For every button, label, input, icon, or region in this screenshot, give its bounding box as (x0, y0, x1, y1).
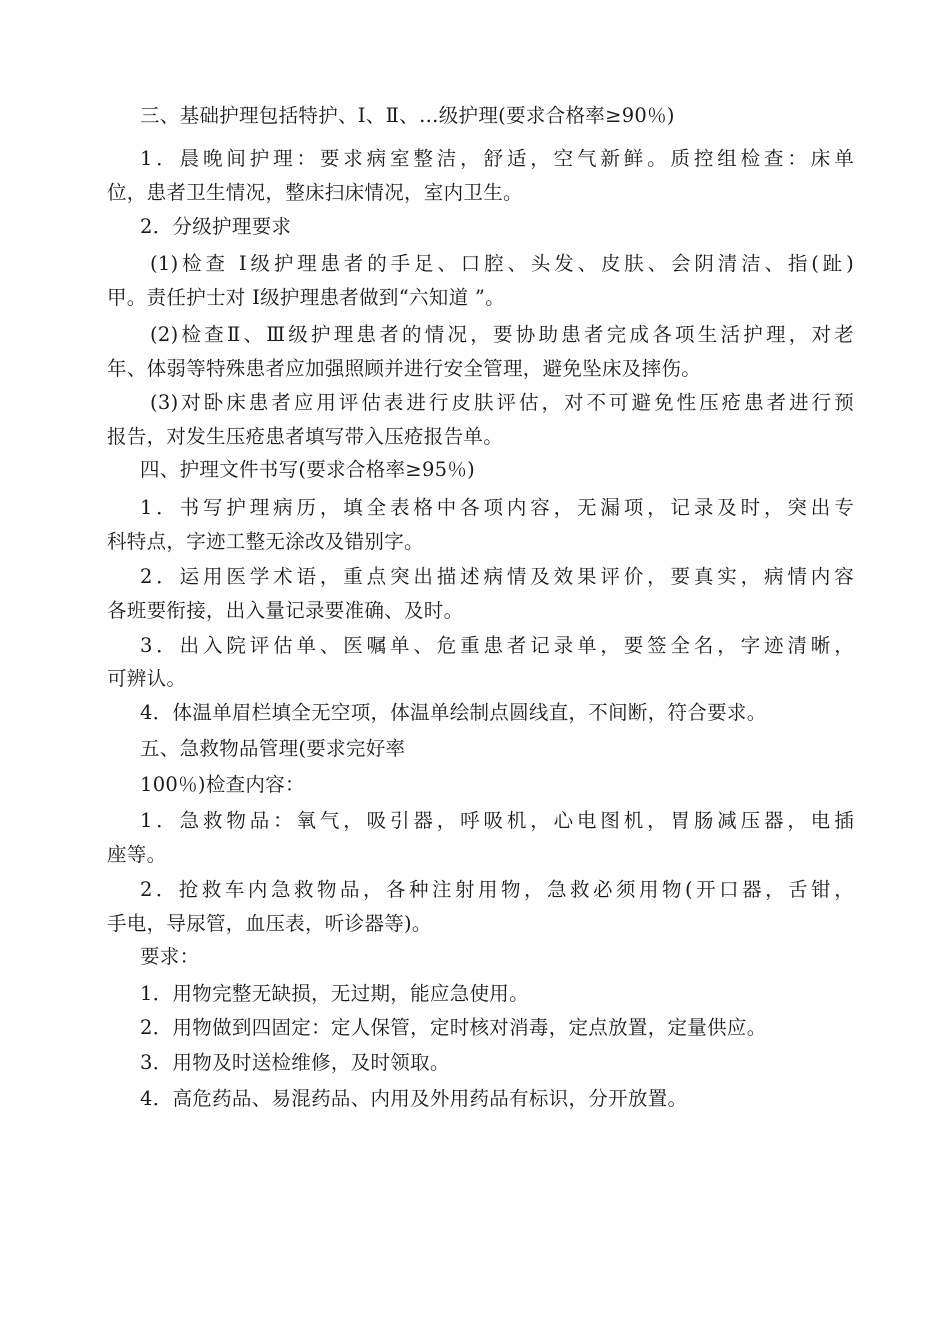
paragraph-line: 4．体温单眉栏填全无空项，体温单绘制点圆线直，不间断，符合要求。 (140, 701, 767, 724)
paragraph-line: 科特点，字迹工整无涂改及错别字。 (107, 530, 424, 553)
subheading-line: 2．分级护理要求 (140, 215, 292, 238)
paragraph-line: 2．运用医学术语，重点突出描述病情及效果评价，要真实，病情内容 (140, 565, 854, 588)
section-heading-nursing-docs: 四、护理文件书写(要求合格率≥95％) (140, 458, 476, 481)
list-item: 3．用物及时送检维修，及时领取。 (140, 1051, 450, 1074)
paragraph-line: (2)检查Ⅱ、Ⅲ级护理患者的情况，要协助患者完成各项生活护理，对老 (150, 323, 854, 346)
section-heading-basic-nursing: 三、基础护理包括特护、Ⅰ、Ⅱ、…级护理(要求合格率≥90％) (140, 104, 675, 127)
paragraph-line: 甲。责任护士对 Ⅰ级护理患者做到“六知道 ”。 (107, 286, 505, 309)
list-item: 1．用物完整无缺损，无过期，能应急使用。 (140, 982, 529, 1005)
paragraph-line: 1．急救物品：氧气，吸引器，呼吸机，心电图机，胃肠减压器，电插 (140, 809, 854, 832)
paragraph-line: (1)检查 Ⅰ级护理患者的手足、口腔、头发、皮肤、会阴清洁、指(趾) (150, 252, 854, 275)
paragraph-line: 报告，对发生压疮患者填写带入压疮报告单。 (107, 425, 504, 448)
paragraph-line: 各班要衔接，出入量记录要准确、及时。 (107, 599, 464, 622)
subheading-line: 要求： (140, 945, 200, 968)
section-heading-emergency-items: 五、急救物品管理(要求完好率 (140, 737, 406, 760)
paragraph-line: 位，患者卫生情况，整床扫床情况，室内卫生。 (107, 181, 523, 204)
paragraph-line: 可辨认。 (107, 667, 187, 690)
paragraph-line: 1．书写护理病历，填全表格中各项内容，无漏项，记录及时，突出专 (140, 496, 854, 519)
paragraph-line: 100％)检查内容： (140, 773, 305, 796)
paragraph-line: 年、体弱等特殊患者应加强照顾并进行安全管理，避免坠床及摔伤。 (107, 357, 702, 380)
paragraph-line: (3)对卧床患者应用评估表进行皮肤评估，对不可避免性压疮患者进行预 (150, 391, 854, 414)
list-item: 2．用物做到四固定：定人保管，定时核对消毒，定点放置，定量供应。 (140, 1016, 767, 1039)
paragraph-line: 2．抢救车内急救物品，各种注射用物，急救必须用物(开口器，舌钳， (140, 878, 854, 901)
paragraph-line: 座等。 (107, 843, 167, 866)
paragraph-line: 1．晨晚间护理：要求病室整洁，舒适，空气新鲜。质控组检查：床单 (140, 147, 854, 170)
paragraph-line: 手电，导尿管，血压表，听诊器等)。 (107, 912, 432, 935)
paragraph-line: 3．出入院评估单、医嘱单、危重患者记录单，要签全名，字迹清晰， (140, 634, 854, 657)
list-item: 4．高危药品、易混药品、内用及外用药品有标识，分开放置。 (140, 1087, 688, 1110)
